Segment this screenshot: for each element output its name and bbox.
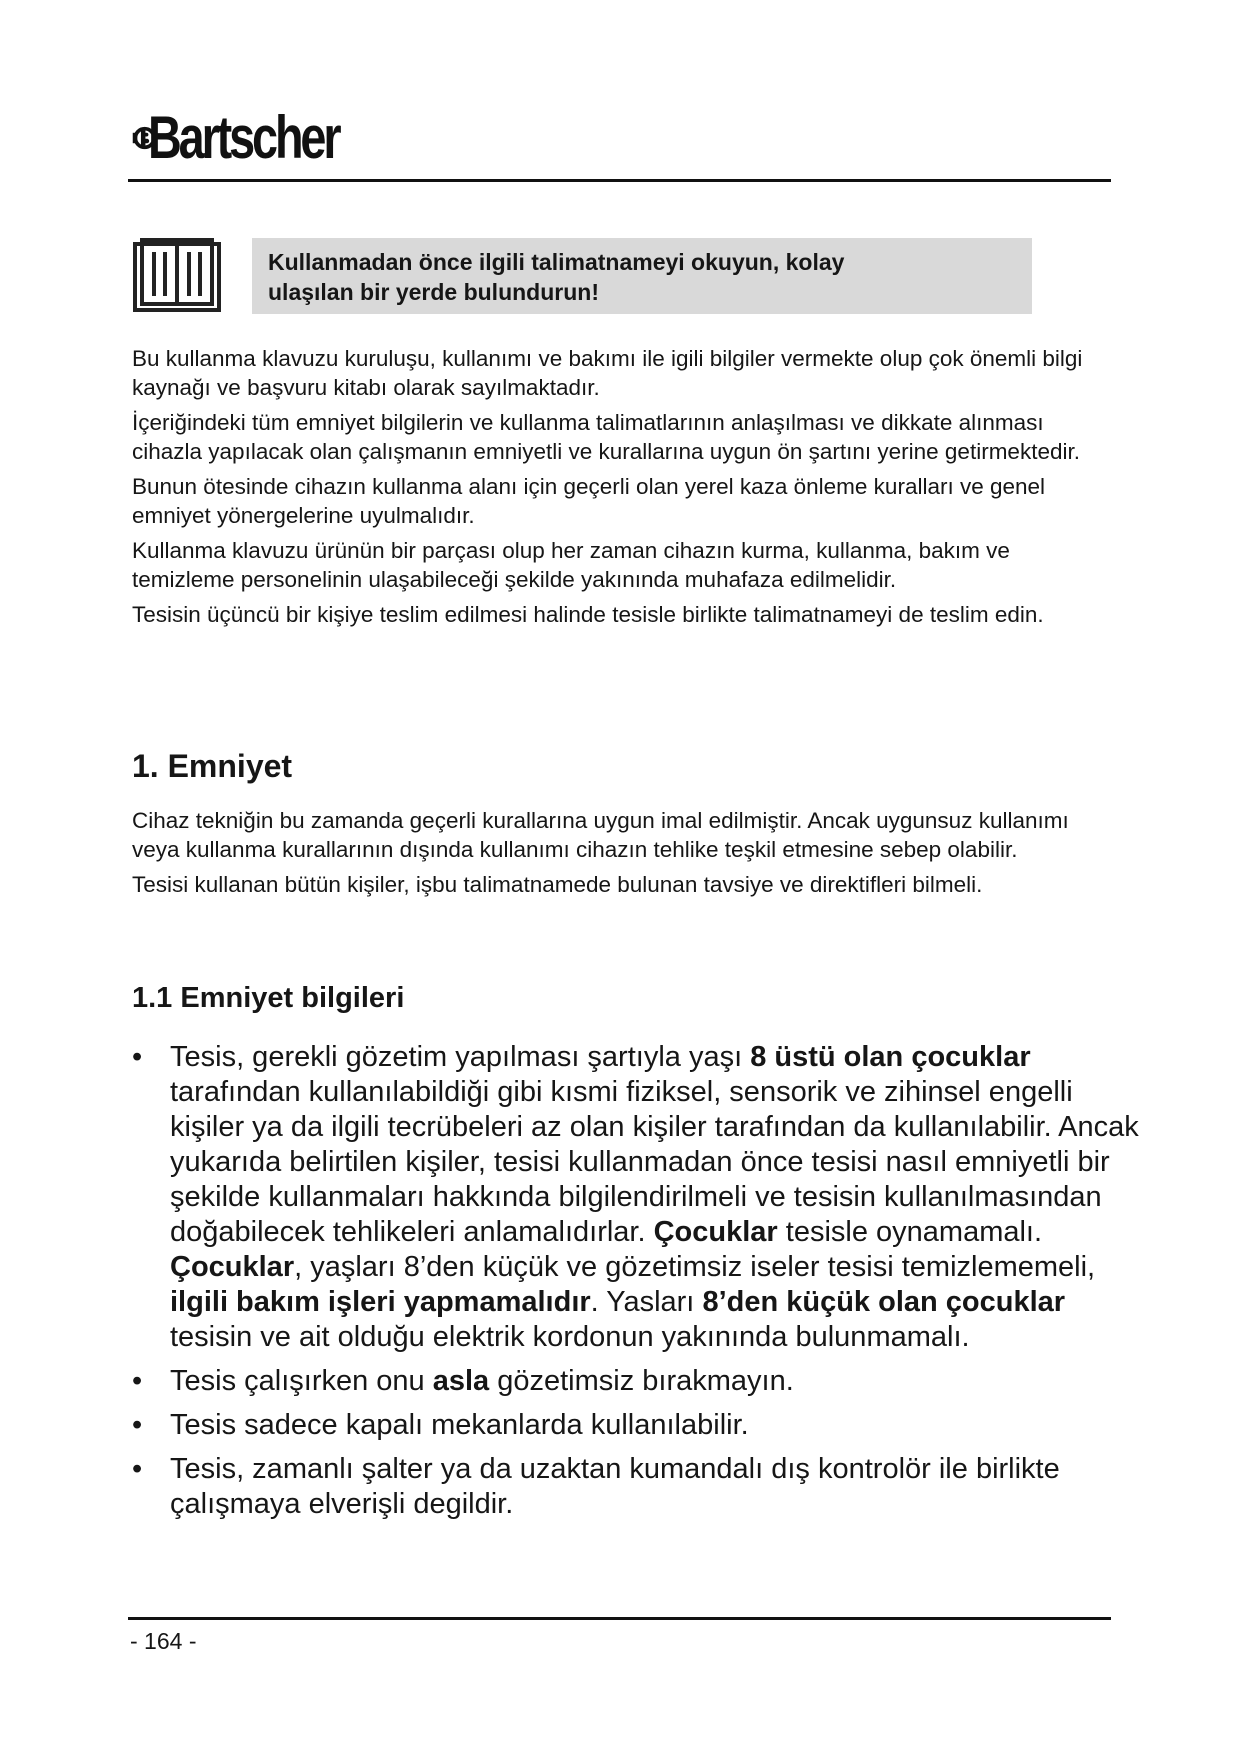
bullet-emphasis: Çocuklar [170,1251,295,1283]
bullet-segment: tarafından kullanılabildiği gibi kısmi fiziksel, sensorik ve zihinsel engelli kişiler ya da ilgili tecrübeleri az olan kişiler tarafından da kullanılabilir. Ancak yukarıda belirtilen kişiler, tesisi kullanmadan önce tesisi nasıl emniyetli bir şekilde kullanmaları hakkında bilgilendirilmeli ve tesisin kullanılmasından doğabilecek tehlikeleri anlamalıdırlar. [170,1076,1139,1248]
bullet-item [132,1040,1142,1355]
page-number: - 164 - [130,1628,197,1654]
bullet-segment: tesisin ve ait olduğu elektrik kordonun yakınında bulunmamalı. [170,1321,970,1353]
bullet-segment: , yaşları 8’den küçük ve gözetimsiz iseler tesisi temizlememeli, [294,1251,1096,1283]
bullet-text [170,1040,1142,1355]
bullet-dot-icon: • [132,1365,143,1397]
bullet-emphasis: 8 üstü olan çocuklar [750,1041,1031,1073]
bullet-dot-icon: • [132,1453,143,1485]
section-1-paragraph: Cihaz tekniğin bu zamanda geçerli kurallarına uygun imal edilmiştir. Ancak uygunsuz kullanımı veya kullanma kurallarının dışında kullanımı cihazın tehlike teşkil etmesine sebep olabilir. [132,808,1069,862]
brand-logo [132,102,392,174]
bullet-segment: tesisle oynamamalı. [777,1216,1043,1248]
bullet-emphasis: ilgili bakım işleri yapmamalıdır [170,1286,591,1318]
bullet-emphasis: Çocuklar [653,1216,778,1248]
footer-rule [128,1617,1111,1620]
bullet-item [132,1452,1142,1522]
section-heading-emniyet-bilgileri: 1.1 Emniyet bilgileri [132,982,405,1014]
bullet-segment: Tesis çalışırken onu [170,1365,433,1397]
read-instructions-notice [252,238,1032,314]
bullet-dot-icon: • [132,1041,143,1073]
bullet-segment: Tesis sadece kapalı mekanlarda kullanılabilir. [170,1409,749,1441]
bullet-segment: gözetimsiz bırakmayın. [489,1365,794,1397]
bullet-segment: Tesis, gerekli gözetim yapılması şartıyla yaşı [170,1041,751,1073]
section-heading-emniyet: 1. Emniyet [132,748,293,784]
notice-line-2: ulaşılan bir yerde bulundurun! [268,279,599,305]
bullet-text [170,1408,1142,1443]
bullet-dot-icon: • [132,1409,143,1441]
intro-text [132,344,1092,635]
bullet-emphasis: asla [432,1365,490,1397]
bullet-segment: Tesis, zamanlı şalter ya da uzaktan kumandalı dış kontrolör ile birlikte çalışmaya elverişli degildir. [170,1453,1060,1520]
intro-paragraph: Kullanma klavuzu ürünün bir parçası olup her zaman cihazın kurma, kullanma, bakım ve temizleme personelinin ulaşabileceği şekilde yakınında muhafaza edilmelidir. [132,538,1010,592]
intro-paragraph: İçeriğindeki tüm emniyet bilgilerin ve kullanma talimatlarının anlaşılması ve dikkate alınması cihazla yapılacak olan çalışmanın emniyetli ve kurallarına uygun ön şartını yerine getirmektedir. [132,410,1080,464]
brand-name: Bartscher [147,104,339,171]
bullet-item [132,1408,1142,1443]
bullet-item [132,1364,1142,1399]
notice-line-1: Kullanmadan önce ilgili talimatnameyi okuyun, kolay [268,249,845,275]
bullet-emphasis: 8’den küçük olan çocuklar [702,1286,1066,1318]
bullet-text [170,1452,1142,1522]
bullet-text [170,1364,1142,1399]
intro-paragraph: Tesisin üçüncü bir kişiye teslim edilmesi halinde tesisle birlikte talimatnameyi de teslim edin. [132,602,1044,627]
section-1-text [132,806,1092,905]
safety-bullet-list [132,1040,1142,1531]
intro-paragraph: Bu kullanma klavuzu kuruluşu, kullanımı ve bakımı ile igili bilgiler vermekte olup çok önemli bilgi kaynağı ve başvuru kitabı olarak sayılmaktadır. [132,346,1083,400]
section-1-paragraph: Tesisi kullanan bütün kişiler, işbu talimatnamede bulunan tavsiye ve direktifleri bilmeli. [132,872,983,897]
bullet-segment: . Yasları [590,1286,703,1318]
intro-paragraph: Bunun ötesinde cihazın kullanma alanı için geçerli olan yerel kaza önleme kuralları ve genel emniyet yönergelerine uyulmalıdır. [132,474,1046,528]
open-book-icon [132,238,222,316]
header-rule [128,179,1111,182]
